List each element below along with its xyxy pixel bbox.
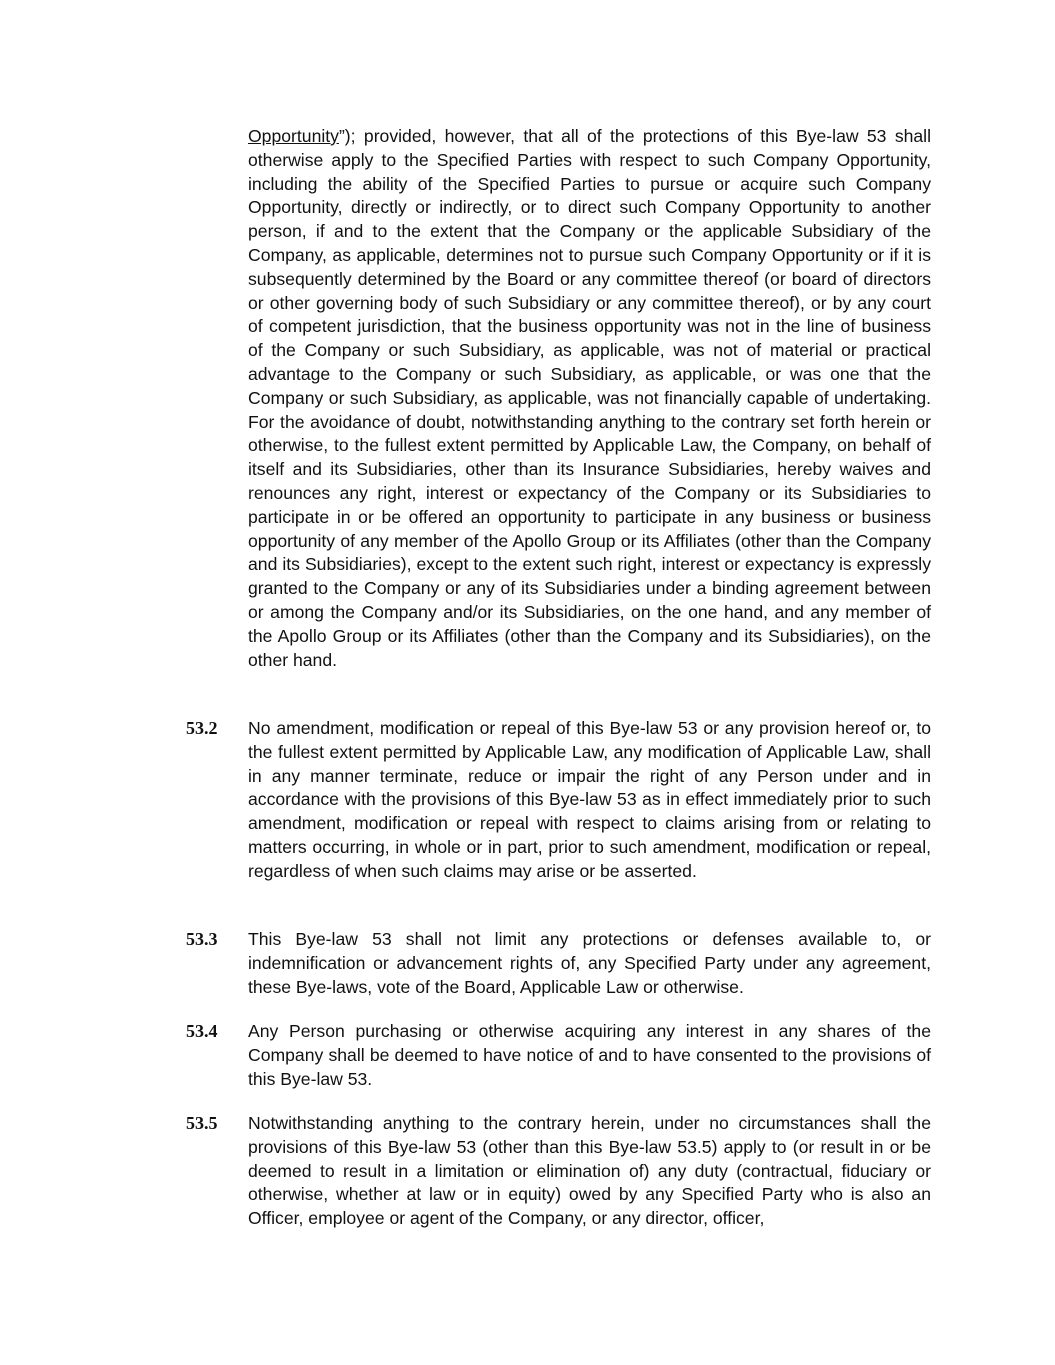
section-number-53-5: 53.5 (186, 1113, 218, 1133)
section-number-53-2: 53.2 (186, 718, 218, 738)
section-53-3-text: This Bye-law 53 shall not limit any protections or defenses available to, or indemnification or advancement rights of, any Specified Party under any agreement, these Bye-laws, vote of the Board, Applicable Law or otherwise. (248, 929, 931, 997)
section-number-53-4: 53.4 (186, 1021, 218, 1041)
section-53-4-text: Any Person purchasing or otherwise acquiring any interest in any shares of the Company shall be deemed to have notice of and to have consented to the provisions of this Bye-law 53. (248, 1021, 931, 1089)
section-number-53-3: 53.3 (186, 929, 218, 949)
section-53-5-text: Notwithstanding anything to the contrary herein, under no circumstances shall the provisions of this Bye-law 53 (other than this Bye-law 53.5) apply to (or result in or be deemed to result in a limitation or elimination of) any duty (contractual, fiduciary or otherwise, whether at law or in equity) owed by any Specified Party who is also an Officer, employee or agent of the Company, or any director, officer, (248, 1113, 931, 1229)
underlined-term: Opportunity (248, 126, 339, 146)
intro-paragraph (248, 125, 931, 672)
section-53-2-text: No amendment, modification or repeal of this Bye-law 53 or any provision hereof or, to the fullest extent permitted by Applicable Law, any modification of Applicable Law, shall in any manner terminate, reduce or impair the right of any Person under and in accordance with the provisions of this Bye-law 53 as in effect immediately prior to such amendment, modification or repeal with respect to claims arising from or relating to matters occurring, in whole or in part, prior to such amendment, modification or repeal, regardless of when such claims may arise or be asserted. (248, 718, 931, 881)
intro-text: ”); provided, however, that all of the protections of this Bye-law 53 shall otherwise apply to the Specified Parties with respect to such Company Opportunity, including the ability of the Specified Parties to pursue or acquire such Company Opportunity, directly or indirectly, or to direct such Company Opportunity to another person, if and to the extent that the Company or the applicable Subsidiary of the Company, as applicable, determines not to pursue such Company Opportunity or if it is subsequently determined by the Board or any committee thereof (or board of directors or other governing body of such Subsidiary or any committee thereof), or by any court of competent jurisdiction, that the business opportunity was not in the line of business of the Company or such Subsidiary, as applicable, was not of material or practical advantage to the Company or such Subsidiary, as applicable, or was one that the Company or such Subsidiary, as applicable, was not financially capable of undertaking. For the avoidance of doubt, notwithstanding anything to the contrary set forth herein or otherwise, to the fullest extent permitted by Applicable Law, the Company, on behalf of itself and its Subsidiaries, other than its Insurance Subsidiaries, hereby waives and renounces any right, interest or expectancy of the Company or its Subsidiaries to participate in or be offered an opportunity to participate in any business or business opportunity of any member of the Apollo Group or its Affiliates (other than the Company and its Subsidiaries), except to the extent such right, interest or expectancy is expressly granted to the Company or any of its Subsidiaries under a binding agreement between or among the Company and/or its Subsidiaries, on the one hand, and any member of the Apollo Group or its Affiliates (other than the Company and its Subsidiaries), on the other hand. (248, 126, 931, 670)
